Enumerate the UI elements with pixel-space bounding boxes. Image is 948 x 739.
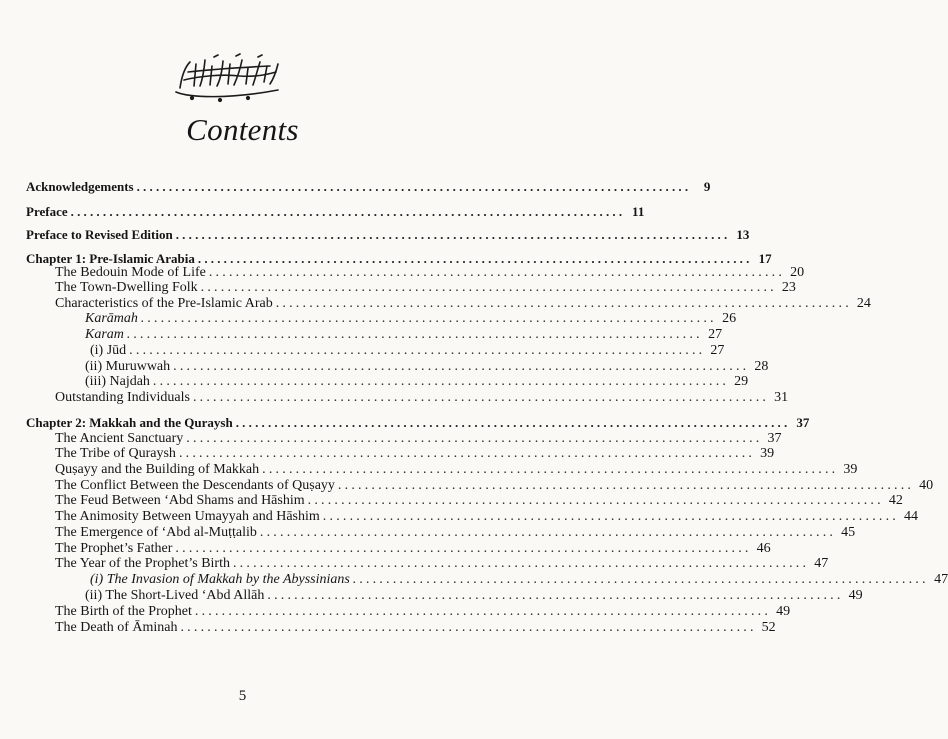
toc-entry-label: The Prophet’s Father bbox=[55, 541, 173, 556]
toc-entry-section[interactable] bbox=[55, 279, 796, 296]
toc-entry-page: 47 bbox=[934, 572, 948, 587]
toc-entry-page: 26 bbox=[722, 311, 737, 326]
toc-entry-page: 13 bbox=[736, 227, 750, 242]
toc-entry-section[interactable] bbox=[55, 508, 918, 525]
toc-entry-label: The Conflict Between the Descendants of Quṣayy bbox=[55, 478, 335, 493]
dot-leader: ...................................................................................... bbox=[307, 493, 884, 508]
dot-leader: ...................................................................................... bbox=[262, 462, 839, 477]
toc-entry-preface[interactable] bbox=[26, 203, 645, 220]
toc-entry-label: Chapter 1: Pre-Islamic Arabia bbox=[26, 251, 195, 266]
toc-entry-page: 28 bbox=[754, 359, 769, 374]
toc-entry-page: 37 bbox=[796, 415, 810, 430]
toc-entry-subsection[interactable] bbox=[90, 571, 948, 588]
page-title: Contents bbox=[186, 112, 299, 147]
toc-entry-page: 46 bbox=[756, 541, 771, 556]
toc-entry-page: 52 bbox=[761, 620, 776, 635]
toc-entry-label: The Bedouin Mode of Life bbox=[55, 265, 206, 280]
toc-entry-section[interactable] bbox=[55, 492, 903, 509]
toc-entry-page: 27 bbox=[708, 327, 723, 342]
toc-entry-page: 29 bbox=[734, 374, 749, 389]
toc-entry-label: (i) The Invasion of Makkah by the Abyssinians bbox=[90, 572, 350, 587]
toc-entry-label: Karāmah bbox=[85, 311, 138, 326]
dot-leader: ...................................................................................... bbox=[136, 179, 692, 194]
dot-leader: ...................................................................................... bbox=[186, 431, 763, 446]
toc-entry-label: Preface bbox=[26, 204, 68, 219]
toc-entry-subsection[interactable] bbox=[90, 342, 725, 359]
toc-entry-label: (i) Jūd bbox=[90, 343, 127, 358]
dot-leader: ...................................................................................... bbox=[275, 296, 852, 311]
toc-entry-preface-revised[interactable] bbox=[26, 226, 750, 243]
toc-entry-page: 47 bbox=[814, 556, 829, 571]
toc-entry-page: 49 bbox=[848, 588, 863, 603]
page-number: 5 bbox=[238, 688, 247, 704]
dot-leader: ...................................................................................... bbox=[180, 620, 757, 635]
toc-entry-label: Acknowledgements bbox=[26, 179, 134, 194]
dot-leader: ...................................................................................... bbox=[129, 343, 706, 358]
toc-entry-label: Quṣayy and the Building of Makkah bbox=[55, 462, 260, 477]
toc-entry-page: 17 bbox=[758, 251, 772, 266]
toc-entry-label: The Year of the Prophet’s Birth bbox=[55, 556, 230, 571]
dot-leader: ...................................................................................... bbox=[175, 227, 731, 242]
toc-entry-page: 49 bbox=[776, 604, 791, 619]
toc-entry-section[interactable] bbox=[55, 461, 858, 478]
toc-entry-page: 11 bbox=[632, 204, 645, 219]
toc-entry-page: 23 bbox=[781, 280, 796, 295]
toc-entry-section[interactable] bbox=[55, 524, 856, 541]
toc-entry-page: 44 bbox=[904, 509, 918, 524]
toc-entry-page: 20 bbox=[790, 265, 805, 280]
toc-entry-label: Karam bbox=[85, 327, 124, 342]
toc-entry-label: The Town-Dwelling Folk bbox=[55, 280, 198, 295]
toc-entry-label: Characteristics of the Pre-Islamic Arab bbox=[55, 296, 273, 311]
dot-leader: ...................................................................................... bbox=[259, 525, 837, 540]
toc-entry-page: 39 bbox=[843, 462, 858, 477]
dot-leader: ...................................................................................... bbox=[352, 572, 930, 587]
dot-leader: ...................................................................................... bbox=[322, 509, 899, 524]
toc-entry-label: (ii) Muruwwah bbox=[85, 359, 171, 374]
dot-leader: ...................................................................................... bbox=[232, 556, 810, 571]
toc-entry-label: Outstanding Individuals bbox=[55, 390, 190, 405]
toc-entry-page: 31 bbox=[774, 390, 789, 405]
toc-entry-page: 24 bbox=[856, 296, 871, 311]
toc-entry-label: The Ancient Sanctuary bbox=[55, 431, 184, 446]
toc-entry-label: The Tribe of Quraysh bbox=[55, 446, 176, 461]
toc-entry-label: The Animosity Between Umayyah and Hāshim bbox=[55, 509, 320, 524]
dot-leader: ...................................................................................... bbox=[208, 265, 786, 280]
dot-leader: ...................................................................................... bbox=[70, 204, 626, 219]
toc-entry-page: 45 bbox=[841, 525, 856, 540]
dot-leader: ...................................................................................... bbox=[197, 251, 753, 266]
dot-leader: ...................................................................................... bbox=[126, 327, 704, 342]
toc-entry-section[interactable] bbox=[55, 445, 775, 462]
dot-leader: ...................................................................................... bbox=[192, 390, 770, 405]
toc-entry-section[interactable] bbox=[55, 619, 776, 636]
dot-leader: ...................................................................................... bbox=[194, 604, 772, 619]
dot-leader: ...................................................................................... bbox=[140, 311, 718, 326]
toc-entry-section[interactable] bbox=[55, 603, 791, 620]
toc-entry-page: 42 bbox=[888, 493, 903, 508]
toc-entry-chapter-2[interactable] bbox=[26, 414, 810, 431]
toc-entry-page: 9 bbox=[703, 179, 711, 194]
toc-entry-subsection[interactable] bbox=[85, 310, 737, 327]
dot-leader: ...................................................................................... bbox=[173, 359, 750, 374]
toc-entry-label: The Emergence of ‘Abd al-Muṭṭalib bbox=[55, 525, 257, 540]
toc-entry-page: 40 bbox=[919, 478, 934, 493]
toc-entry-label: (iii) Najdah bbox=[85, 374, 150, 389]
toc-entry-label: (ii) The Short-Lived ‘Abd Allāh bbox=[85, 588, 265, 603]
toc-entry-subsection[interactable] bbox=[85, 373, 749, 390]
dot-leader: ...................................................................................... bbox=[235, 415, 791, 430]
dot-leader: ...................................................................................... bbox=[152, 374, 730, 389]
toc-entry-label: The Birth of the Prophet bbox=[55, 604, 192, 619]
dot-leader: ...................................................................................... bbox=[178, 446, 756, 461]
toc-entry-label: Chapter 2: Makkah and the Quraysh bbox=[26, 415, 233, 430]
toc-entry-section[interactable] bbox=[55, 555, 829, 572]
toc-entry-label: The Feud Between ‘Abd Shams and Hāshim bbox=[55, 493, 305, 508]
dot-leader: ...................................................................................... bbox=[267, 588, 844, 603]
dot-leader: ...................................................................................... bbox=[200, 280, 777, 295]
toc-entry-label: The Death of Āminah bbox=[55, 620, 178, 635]
toc-entry-subsection[interactable] bbox=[85, 326, 723, 343]
toc-entry-acknowledgements[interactable] bbox=[26, 178, 711, 195]
toc-entry-page: 39 bbox=[760, 446, 775, 461]
toc-entry-subsection[interactable] bbox=[85, 587, 863, 604]
toc-entry-section[interactable] bbox=[55, 389, 789, 406]
dot-leader: ...................................................................................... bbox=[175, 541, 752, 556]
dot-leader: ...................................................................................... bbox=[337, 478, 915, 493]
toc-entry-page: 27 bbox=[710, 343, 725, 358]
toc-entry-label: Preface to Revised Edition bbox=[26, 227, 173, 242]
toc-entry-page: 37 bbox=[767, 431, 782, 446]
